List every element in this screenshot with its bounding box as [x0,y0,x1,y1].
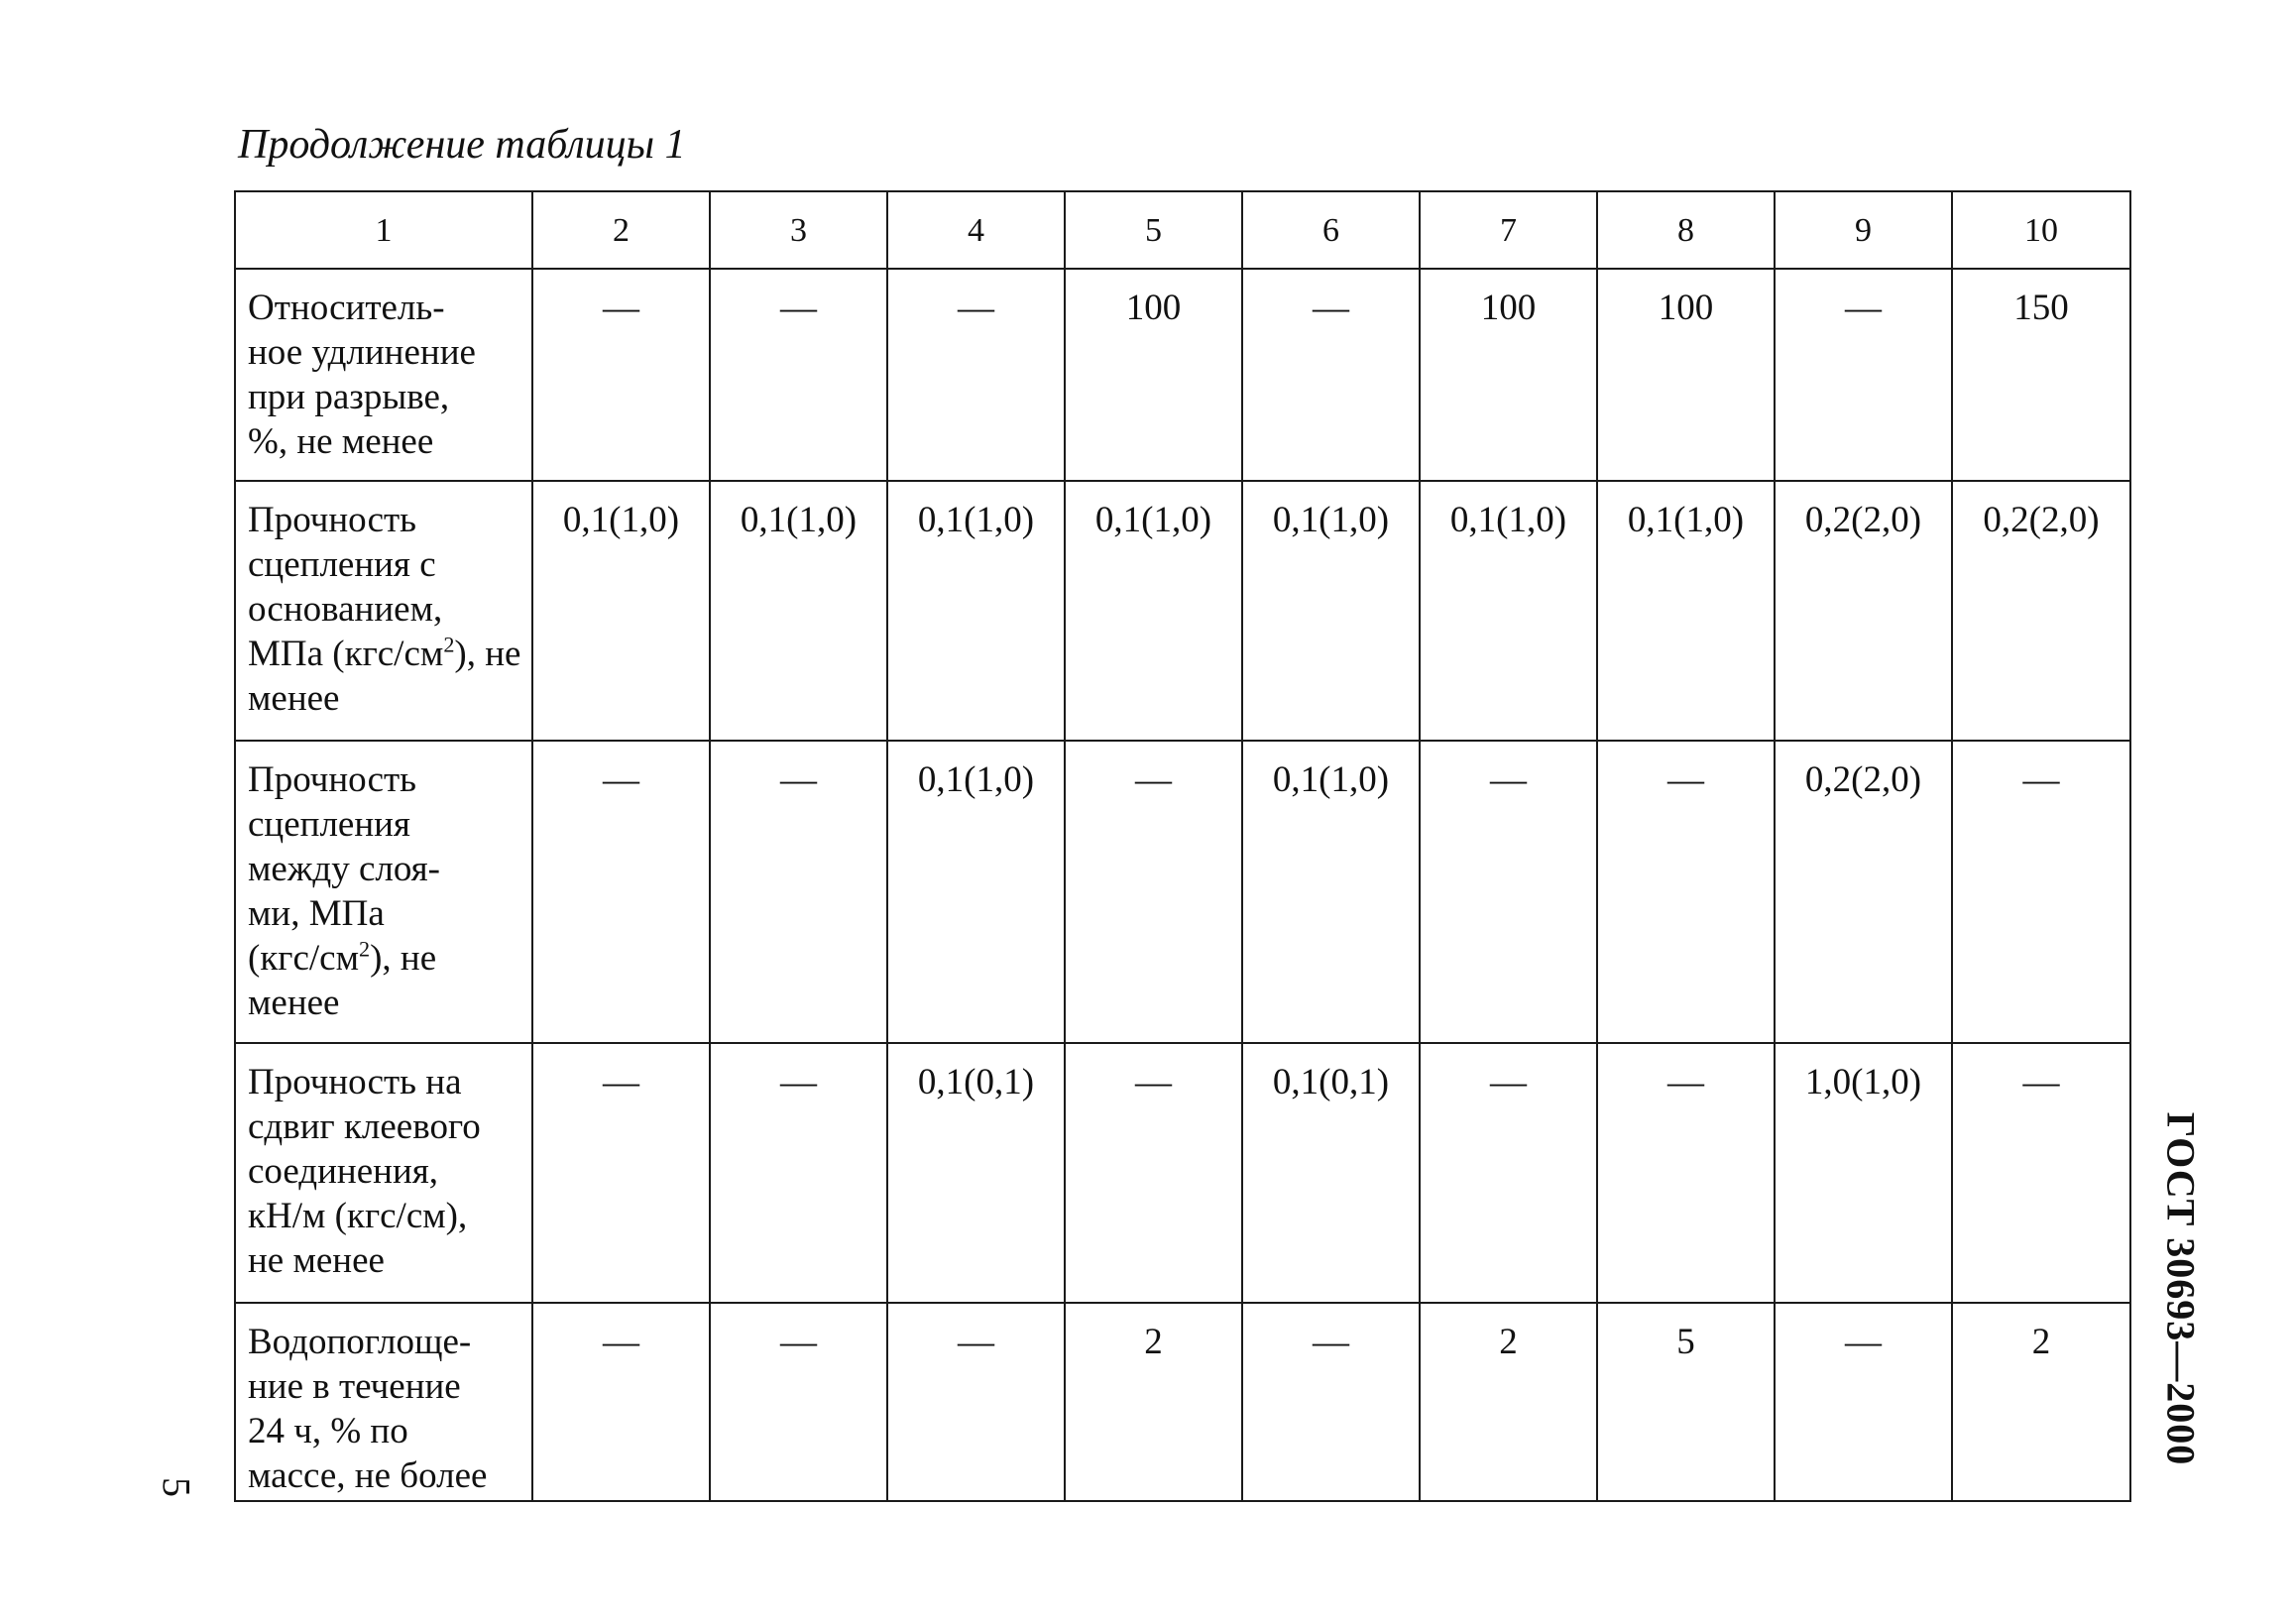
value-cell: 2 [1065,1303,1242,1501]
value-cell: 1,0(1,0) [1775,1043,1952,1303]
label-line: не менее [248,1240,385,1281]
row-label [235,481,532,741]
value-cell: 0,1(1,0) [1242,481,1420,741]
value-cell: 150 [1952,269,2130,481]
value-cell: — [532,741,710,1043]
value-cell: 0,1(0,1) [887,1043,1065,1303]
superscript: 2 [443,632,455,657]
row-label [235,1303,532,1501]
label-line: %, не менее [248,421,434,462]
header-cell-10: 10 [1952,191,2130,269]
value-cell: 100 [1597,269,1775,481]
label-line: массе, не более [248,1455,488,1496]
label-line: Прочность на [248,1062,462,1102]
value-cell: 0,1(1,0) [1597,481,1775,741]
header-cell-6: 6 [1242,191,1420,269]
value-cell: — [532,1043,710,1303]
value-cell: 100 [1420,269,1597,481]
label-line: основанием, [248,589,443,630]
label-line: кН/м (кгс/см), [248,1196,468,1236]
value-cell: — [887,1303,1065,1501]
value-cell: — [1065,1043,1242,1303]
label-line: сдвиг клеевого [248,1106,481,1147]
value-cell: — [1775,269,1952,481]
label-line: ние в течение [248,1366,461,1407]
standard-code-label: ГОСТ 30693—2000 [2158,1111,2204,1466]
value-cell: — [1242,269,1420,481]
row-label [235,741,532,1043]
header-cell-4: 4 [887,191,1065,269]
label-line: Водопоглоще- [248,1322,472,1362]
table-row-elongation [235,269,2130,481]
row-label [235,269,532,481]
header-cell-3: 3 [710,191,887,269]
value-cell: 0,1(1,0) [532,481,710,741]
row-label [235,1043,532,1303]
spec-table-container [234,190,2129,1502]
header-cell-5: 5 [1065,191,1242,269]
table-row-water-absorption [235,1303,2130,1501]
header-row [235,191,2130,269]
value-cell: — [1952,1043,2130,1303]
header-cell-1: 1 [235,191,532,269]
value-cell: 0,2(2,0) [1952,481,2130,741]
label-line: 24 ч, % по [248,1411,408,1451]
value-cell: — [1065,741,1242,1043]
value-cell: — [1420,741,1597,1043]
value-cell: 0,2(2,0) [1775,481,1952,741]
label-line: при разрыве, [248,377,450,417]
value-cell: 2 [1952,1303,2130,1501]
label-line: Прочность [248,500,417,540]
value-cell: 5 [1597,1303,1775,1501]
label-line: ми, МПа [248,893,385,934]
label-line: ное удлинение [248,332,476,373]
value-cell: — [1775,1303,1952,1501]
page-number: 5 [154,1477,199,1497]
label-line: соединения, [248,1151,439,1192]
value-cell: 0,1(1,0) [887,481,1065,741]
table-row-shear-strength [235,1043,2130,1303]
label-line: (кгс/см [248,938,360,979]
value-cell: 0,1(1,0) [1065,481,1242,741]
label-line: ), не [370,938,437,979]
header-cell-2: 2 [532,191,710,269]
superscript: 2 [359,936,371,962]
value-cell: 0,1(1,0) [887,741,1065,1043]
table-row-adhesion-layers [235,741,2130,1043]
header-cell-7: 7 [1420,191,1597,269]
spec-table [234,190,2131,1502]
label-line: сцепления [248,804,410,845]
value-cell: — [710,269,887,481]
value-cell: 2 [1420,1303,1597,1501]
label-line: между слоя- [248,849,440,889]
value-cell: — [710,1043,887,1303]
value-cell: 100 [1065,269,1242,481]
value-cell: — [710,1303,887,1501]
value-cell: — [1952,741,2130,1043]
value-cell: 0,2(2,0) [1775,741,1952,1043]
label-line: Прочность [248,759,417,800]
label-line: ), не менее [248,634,521,719]
value-cell: — [1597,1043,1775,1303]
label-line: Относитель- [248,288,445,328]
label-line: сцепления с [248,544,436,585]
value-cell: 0,1(1,0) [710,481,887,741]
label-line: МПа (кгс/см [248,634,444,674]
value-cell: — [532,1303,710,1501]
header-cell-8: 8 [1597,191,1775,269]
label-line: менее [248,983,340,1023]
value-cell: — [710,741,887,1043]
header-cell-9: 9 [1775,191,1952,269]
value-cell: — [1242,1303,1420,1501]
table-row-adhesion-base [235,481,2130,741]
value-cell: — [1420,1043,1597,1303]
value-cell: — [1597,741,1775,1043]
value-cell: — [887,269,1065,481]
table-caption: Продолжение таблицы 1 [238,122,686,168]
value-cell: — [532,269,710,481]
value-cell: 0,1(1,0) [1242,741,1420,1043]
value-cell: 0,1(1,0) [1420,481,1597,741]
value-cell: 0,1(0,1) [1242,1043,1420,1303]
